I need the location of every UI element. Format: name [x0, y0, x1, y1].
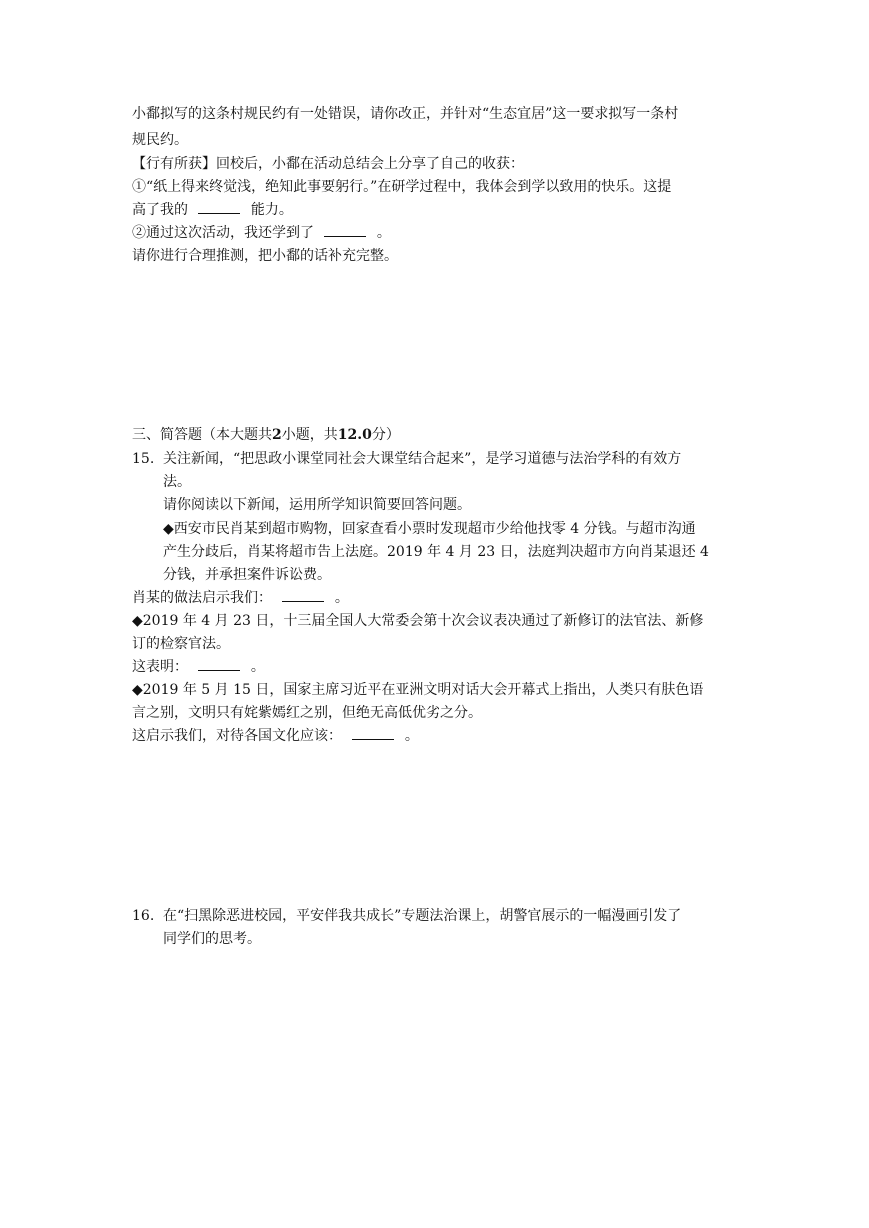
task-text: 规民约。 — [132, 132, 188, 148]
news2-text: 订的检察官法。 — [132, 636, 230, 652]
ask3-line — [132, 727, 744, 745]
news1-line-a — [163, 520, 744, 538]
q15-line-b — [163, 473, 744, 491]
task-line-1 — [132, 105, 744, 123]
section-heading-post: 分） — [371, 427, 400, 443]
news2-text: ◆2019 年 4 月 23 日，十三届全国人大常委会第十次会议表决通过了新修订的法官法、新修 — [132, 613, 704, 629]
item2-text-pre: ②通过这次活动，我还学到了 — [132, 225, 314, 241]
ask1-text-pre: 肖某的做法启示我们： — [132, 590, 272, 606]
instruction-text: 请你进行合理推测，把小鄱的话补充完整。 — [132, 248, 398, 264]
q16-text: 在“扫黑除恶进校园，平安伴我共成长”专题法治课上，胡警官展示的一幅漫画引发了 — [163, 908, 682, 924]
q15-prompt-line — [163, 496, 744, 514]
q16-line-b — [163, 930, 744, 948]
item1-line-a — [132, 178, 744, 196]
answer-blank[interactable] — [198, 201, 240, 214]
q16-line-a — [132, 907, 744, 925]
q16-text: 同学们的思考。 — [163, 931, 261, 947]
ask1-text-post: 。 — [334, 590, 349, 606]
task-text: 小鄱拟写的这条村规民约有一处错误，请你改正，并针对“生态宜居”这一要求拟写一条村 — [132, 106, 679, 122]
news3-line-a — [132, 681, 744, 699]
news1-text: ◆西安市民肖某到超市购物，回家查看小票时发现超市少给他找零 4 分钱。与超市沟通 — [163, 521, 696, 537]
news2-line-a — [132, 612, 744, 630]
item1-text: ①“纸上得来终觉浅，绝知此事要躬行。”在研学过程中，我体会到学以致用的快乐。这提 — [132, 179, 672, 195]
news1-line-c — [163, 566, 744, 584]
question-number: 16. — [132, 908, 155, 924]
q15-text: 法。 — [163, 474, 191, 490]
ask2-text-pre: 这表明： — [132, 659, 188, 675]
answer-blank[interactable] — [352, 727, 394, 740]
item1-text-pre: 高了我的 — [132, 202, 188, 218]
section-heading-mid: 小题，共 — [281, 427, 338, 443]
answer-blank[interactable] — [282, 589, 324, 602]
ask3-text-post: 。 — [404, 728, 419, 744]
item2-text-post: 。 — [376, 225, 391, 241]
instruction-line — [132, 247, 744, 265]
section-heading-score: 12.0 — [337, 427, 372, 443]
q15-line-a — [132, 450, 744, 468]
news1-text: 分钱，并承担案件诉讼费。 — [163, 567, 331, 583]
item2-line — [132, 224, 744, 242]
news1-line-b — [163, 543, 744, 561]
ask3-text-pre: 这启示我们，对待各国文化应该： — [132, 728, 342, 744]
gain-heading-text: 【行有所获】回校后，小鄱在活动总结会上分享了自己的收获： — [132, 156, 524, 172]
question-number: 15. — [132, 451, 155, 467]
item1-line-b — [132, 201, 744, 219]
answer-blank[interactable] — [198, 658, 240, 671]
q15-prompt: 请你阅读以下新闻，运用所学知识简要回答问题。 — [163, 497, 471, 513]
section-heading — [132, 426, 744, 444]
task-line-2 — [132, 131, 744, 149]
section-heading-count: 2 — [272, 427, 282, 443]
news3-line-b — [132, 704, 744, 722]
gain-heading-line — [132, 155, 744, 173]
q15-text: 关注新闻，“把思政小课堂同社会大课堂结合起来”，是学习道德与法治学科的有效方 — [163, 451, 682, 467]
news3-text: ◆2019 年 5 月 15 日，国家主席习近平在亚洲文明对话大会开幕式上指出，人类只有肤色语 — [132, 682, 704, 698]
ask2-text-post: 。 — [250, 659, 265, 675]
news2-line-b — [132, 635, 744, 653]
news3-text: 言之别，文明只有姹紫嫣红之别，但绝无高低优劣之分。 — [132, 705, 482, 721]
answer-blank[interactable] — [324, 224, 366, 237]
section-heading-pre: 三、简答题（本大题共 — [132, 427, 272, 443]
item1-text-post: 能力。 — [250, 202, 293, 218]
ask1-line — [132, 589, 744, 607]
ask2-line — [132, 658, 744, 676]
news1-text: 产生分歧后，肖某将超市告上法庭。2019 年 4 月 23 日，法庭判决超市方向肖某退还 4 — [163, 544, 709, 560]
